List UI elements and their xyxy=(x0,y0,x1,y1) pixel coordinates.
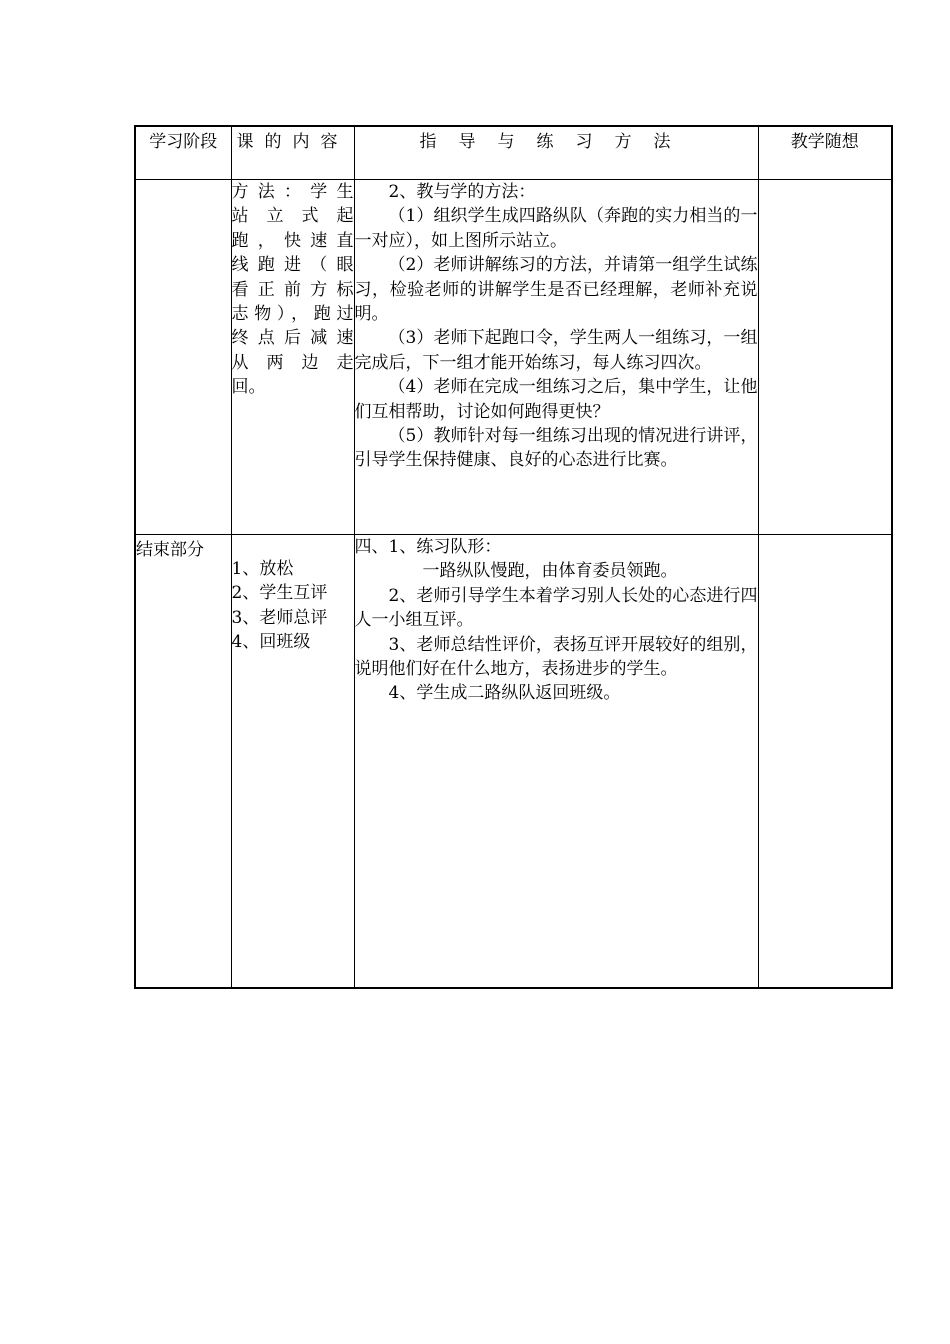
method-paragraph: 2、教与学的方法： xyxy=(388,182,536,202)
header-content: 课的内容 xyxy=(231,126,354,180)
content-line: 4、回班级 xyxy=(231,632,311,653)
stage-cell: 结束部分 xyxy=(135,535,231,989)
method-paragraph: 2、老师引导学生本着学习别人长处的心态进行四人一小组互评。 xyxy=(354,585,758,631)
method-paragraph: 一路纵队慢跑，由体育委员领跑。 xyxy=(422,561,678,582)
reflection-cell xyxy=(758,535,892,989)
method-paragraph: （1）组织学生成四路纵队（奔跑的实力相当的一一对应），如上图所示站立。 xyxy=(354,206,758,251)
content-line: 线跑进（眼 xyxy=(231,255,354,276)
content-line: 回。 xyxy=(231,377,266,398)
table-row xyxy=(135,535,892,989)
content-line: 2、学生互评 xyxy=(231,583,328,604)
content-line: 1、放松 xyxy=(231,559,294,579)
method-cell xyxy=(354,180,758,535)
header-stage: 学习阶段 xyxy=(135,126,231,180)
content-line: 终点后减速 xyxy=(231,328,354,349)
content-line: 看正前方标 xyxy=(231,279,354,300)
content-cell xyxy=(231,180,354,535)
method-paragraph: （5）教师针对每一组练习出现的情况进行讲评，引导学生保持健康、良好的心态进行比赛。 xyxy=(354,426,758,471)
method-paragraph: （2）老师讲解练习的方法，并请第一组学生试练习，检验老师的讲解学生是否已经理解，老师补充说明。 xyxy=(354,255,758,325)
header-method: 指导与练习方法 xyxy=(354,126,758,180)
stage-cell xyxy=(135,180,231,535)
method-cell xyxy=(354,535,758,989)
content-line: 跑，快速直 xyxy=(231,230,354,251)
header-row xyxy=(135,126,892,180)
content-line: 志物），跑过 xyxy=(231,304,354,325)
method-paragraph: 3、老师总结性评价，表扬互评开展较好的组别，说明他们好在什么地方，表扬进步的学生。 xyxy=(354,634,758,680)
table-row xyxy=(135,180,892,535)
method-paragraph: （3）老师下起跑口令，学生两人一组练习，一组完成后，下一组才能开始练习，每人练习四次。 xyxy=(354,328,758,373)
method-paragraph: 四、1、练习队形： xyxy=(354,537,502,557)
lesson-plan-table xyxy=(134,125,893,989)
content-line: 3、老师总评 xyxy=(231,607,328,628)
content-line: 从两边走 xyxy=(231,352,354,373)
method-paragraph: （4）老师在完成一组练习之后，集中学生，让他们互相帮助，讨论如何跑得更快？ xyxy=(354,377,758,422)
content-cell xyxy=(231,535,354,989)
method-paragraph: 4、学生成二路纵队返回班级。 xyxy=(388,683,621,704)
content-line: 站立式起 xyxy=(231,206,354,227)
reflection-cell xyxy=(758,180,892,535)
header-reflection: 教学随想 xyxy=(758,126,892,180)
content-line: 方法：学生 xyxy=(231,182,354,202)
